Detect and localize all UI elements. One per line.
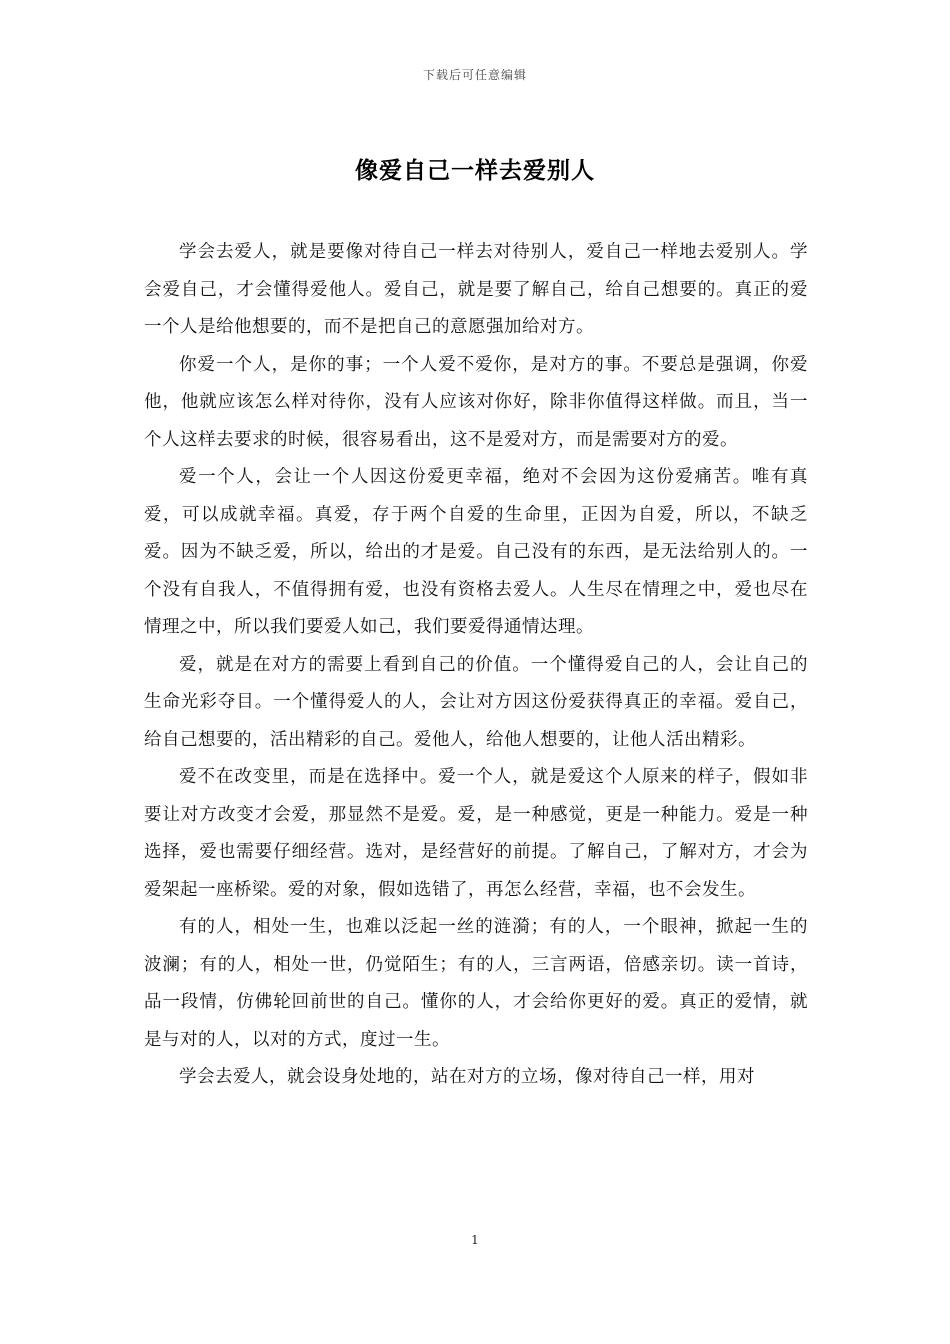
paragraph: 爱不在改变里，而是在选择中。爱一个人，就是爱这个人原来的样子，假如非要让对方改变才会爱，那显然不是爱。爱，是一种感觉，更是一种能力。爱是一种选择，爱也需要仔细经营。选对，是经营好的前提。了解自己，了解对方，才会为爱架起一座桥梁。爱的对象，假如选错了，再怎么经营，幸福，也不会发生。 bbox=[144, 767, 808, 900]
paragraph: 有的人，相处一生，也难以泛起一丝的涟漪；有的人，一个眼神，掀起一生的波澜；有的人，相处一世，仍觉陌生；有的人，三言两语，倍感亲切。读一首诗，品一段情，仿佛轮回前世的自己。懂你的人，才会给你更好的爱。真正的爱情，就是与对的人，以对的方式，度过一生。 bbox=[144, 917, 808, 1050]
page-number: 1 bbox=[471, 1233, 479, 1247]
paragraph: 学会去爱人，就会设身处地的，站在对方的立场，像对待自己一样，用对 bbox=[179, 1067, 755, 1087]
paragraph: 你爱一个人，是你的事；一个人爱不爱你，是对方的事。不要总是强调，你爱他，他就应该怎么样对待你，没有人应该对你好，除非你值得这样做。而且，当一个人这样去要求的时候，很容易看出，这不是爱对方，而是需要对方的爱。 bbox=[144, 354, 808, 450]
paragraph: 学会去爱人，就是要像对待自己一样去对待别人，爱自己一样地去爱别人。学会爱自己，才会懂得爱他人。爱自己，就是要了解自己，给自己想要的。真正的爱一个人是给他想要的，而不是把自己的意愿强加给对方。 bbox=[144, 242, 808, 337]
header-note: 下载后可任意编辑 bbox=[422, 68, 527, 82]
paragraph: 爱，就是在对方的需要上看到自己的价值。一个懂得爱自己的人，会让自己的生命光彩夺目。一个懂得爱人的人，会让对方因这份爱获得真正的幸福。爱自己，给自己想要的，活出精彩的自己。爱他人，给他人想要的，让他人活出精彩。 bbox=[144, 654, 808, 750]
paragraph: 爱一个人，会让一个人因这份爱更幸福，绝对不会因为这份爱痛苦。唯有真爱，可以成就幸福。真爱，存于两个自爱的生命里，正因为自爱，所以，不缺乏爱。因为不缺乏爱，所以，给出的才是爱。自己没有的东西，是无法给别人的。一个没有自我人，不值得拥有爱，也没有资格去爱人。人生尽在情理之中，爱也尽在情理之中，所以我们要爱人如己，我们要爱得通情达理。 bbox=[144, 467, 808, 637]
document-body bbox=[144, 234, 808, 1097]
document-title: 像爱自己一样去爱别人 bbox=[355, 158, 595, 184]
